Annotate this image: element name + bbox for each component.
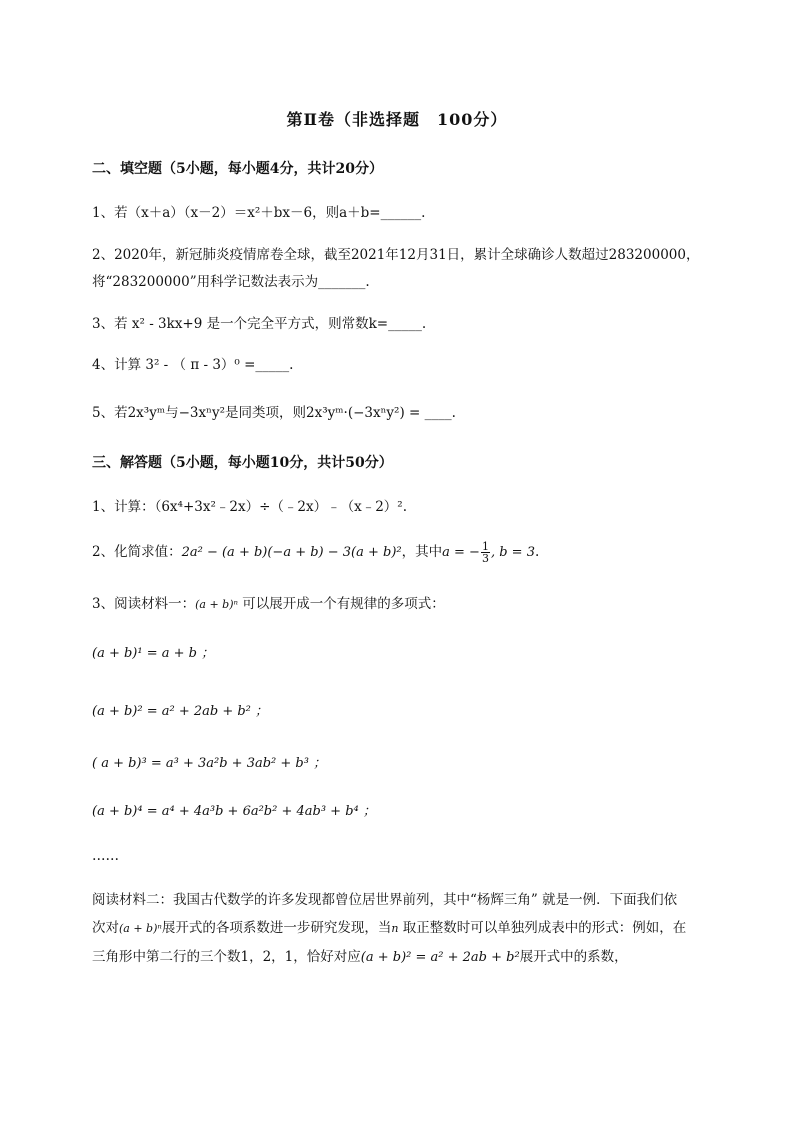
question-solve-1: 1、计算：（6x⁴+3x²﹣2x）÷（﹣2x）﹣（x﹣2）².: [92, 499, 408, 515]
expansion-eq-2: (a + b)² = a² + 2ab + b² ；: [92, 704, 269, 719]
question-fill-5: 5、若2x³yᵐ与−3xⁿy²是同类项，则2x³yᵐ·(−3xⁿy²) = ____.: [92, 405, 456, 421]
material-2-line-2-c: 取正整数时可以单独列成表中的形式：例如，在: [398, 920, 687, 936]
question-solve-2: [92, 540, 539, 564]
question-solve-3: [92, 592, 445, 612]
question-solve-2-prefix: 2、化简求值：: [92, 544, 182, 560]
page-title: 第Ⅱ卷（非选择题 100分）: [286, 110, 508, 129]
expansion-eq-4: (a + b)⁴ = a⁴ + 4a³b + 6a²b² + 4ab³ + b⁴ ；: [92, 804, 376, 819]
section-heading-fill-blank: 二、填空题（5小题，每小题4分，共计20分）: [92, 161, 383, 177]
material-2-line-2: [92, 914, 742, 943]
fraction-numerator: 1: [481, 540, 489, 553]
question-solve-2-end: .: [534, 544, 540, 560]
material-2-line-2-a: 次对: [92, 920, 119, 936]
question-fill-4: 4、计算 3² - （ π - 3）⁰ =_____.: [92, 357, 294, 373]
question-solve-2-expression: 2a² − (a + b)(−a + b) − 3(a + b)²: [181, 545, 402, 560]
question-fill-2-line2: 将“283200000”用科学记数法表示为_______.: [92, 274, 370, 290]
material-2-line-3-a: 三角形中第二行的三个数1，2，1，恰好对应: [92, 949, 361, 965]
material-2-line-3-b: 展开式中的系数，: [519, 949, 628, 965]
binomial-power-small: (a + b)ⁿ: [195, 598, 238, 611]
fraction-denominator: 3: [481, 552, 489, 565]
condition-a: a = −: [442, 545, 480, 560]
expansion-eq-3: ( a + b)³ = a³ + 3a²b + 3ab² + b³ ；: [92, 756, 327, 771]
question-solve-3-suffix: 可以展开成一个有规律的多项式：: [237, 596, 445, 612]
material-2-line-3: [92, 943, 742, 972]
material-2-line-2-b: 展开式的各项系数进一步研究发现，当: [161, 920, 392, 936]
question-fill-3: 3、若 x² - 3kx+9 是一个完全平方式，则常数k=_____.: [92, 316, 427, 332]
section-heading-solve: 三、解答题（5小题，每小题10分，共计50分）: [92, 455, 393, 471]
expansion-eq-1: (a + b)¹ = a + b ；: [92, 646, 215, 661]
material-2-expression: (a + b)² = a² + 2ab + b²: [360, 950, 520, 965]
ellipsis: ……: [92, 848, 119, 864]
question-solve-3-prefix: 3、阅读材料一：: [92, 596, 196, 612]
variable-n: n: [391, 922, 399, 935]
fraction: [481, 541, 490, 564]
material-2-line-1: 阅读材料二：我国古代数学的许多发现都曾位居世界前列，其中“杨辉三角” 就是一例．下面我们依: [92, 892, 678, 908]
reading-material-2: [92, 886, 742, 972]
question-fill-1: 1、若（x＋a）（x－2）＝x²＋bx－6，则a＋b=______.: [92, 205, 426, 221]
binomial-power-small-2: (a + b)ⁿ: [119, 922, 162, 935]
question-solve-2-mid: ，其中: [401, 544, 443, 560]
question-fill-2-line1: 2、2020年，新冠肺炎疫情席卷全球，截至2021年12月31日，累计全球确诊人数超过283200000，: [92, 247, 700, 263]
condition-b: , b = 3: [490, 545, 535, 560]
